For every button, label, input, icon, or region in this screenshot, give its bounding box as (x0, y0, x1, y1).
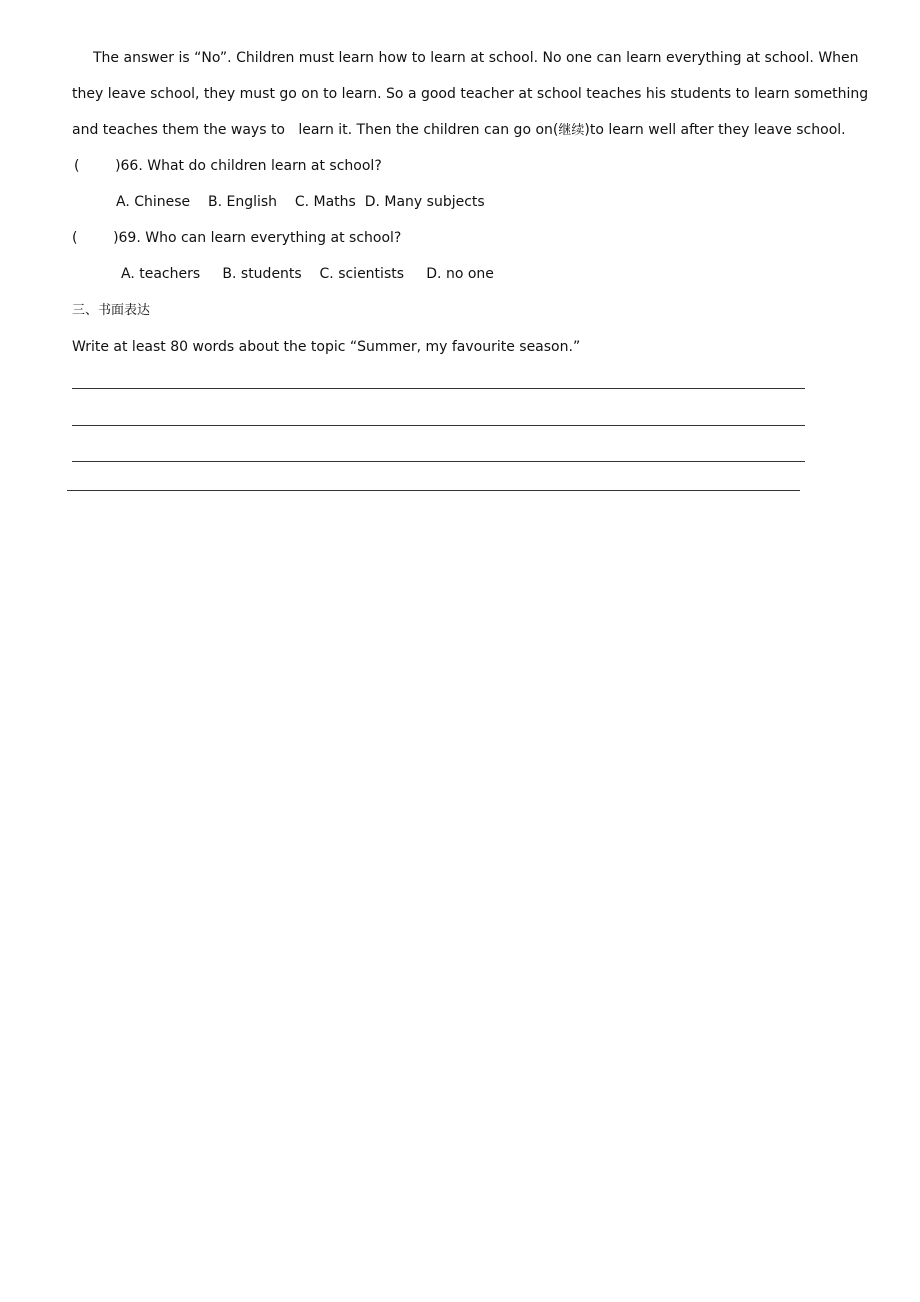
answer-line (72, 461, 805, 462)
passage-line-3 (72, 120, 846, 141)
question-66-options: A. Chinese B. English C. Maths D. Many subjects (116, 194, 485, 210)
passage-line-3-start: and teaches them the ways to learn it. Then the children can go on( (72, 122, 559, 138)
passage-gloss: 继续 (558, 123, 585, 138)
writing-prompt: Write at least 80 words about the topic “Summer, my favourite season.” (72, 339, 581, 355)
question-69-options: A. teachers B. students C. scientists D. no one (121, 266, 494, 282)
passage-line-3-end: )to learn well after they leave school. (584, 122, 846, 138)
section-heading: 三、书面表达 (72, 303, 151, 318)
answer-line (67, 490, 800, 491)
question-66: ( )66. What do children learn at school? (74, 158, 382, 174)
question-69: ( )69. Who can learn everything at school? (72, 230, 402, 246)
passage-line-1: The answer is “No”. Children must learn how to learn at school. No one can learn everything at school. When (93, 50, 859, 66)
answer-line (72, 388, 805, 389)
answer-line (72, 425, 805, 426)
passage-line-2: they leave school, they must go on to learn. So a good teacher at school teaches his students to learn something (72, 86, 869, 102)
